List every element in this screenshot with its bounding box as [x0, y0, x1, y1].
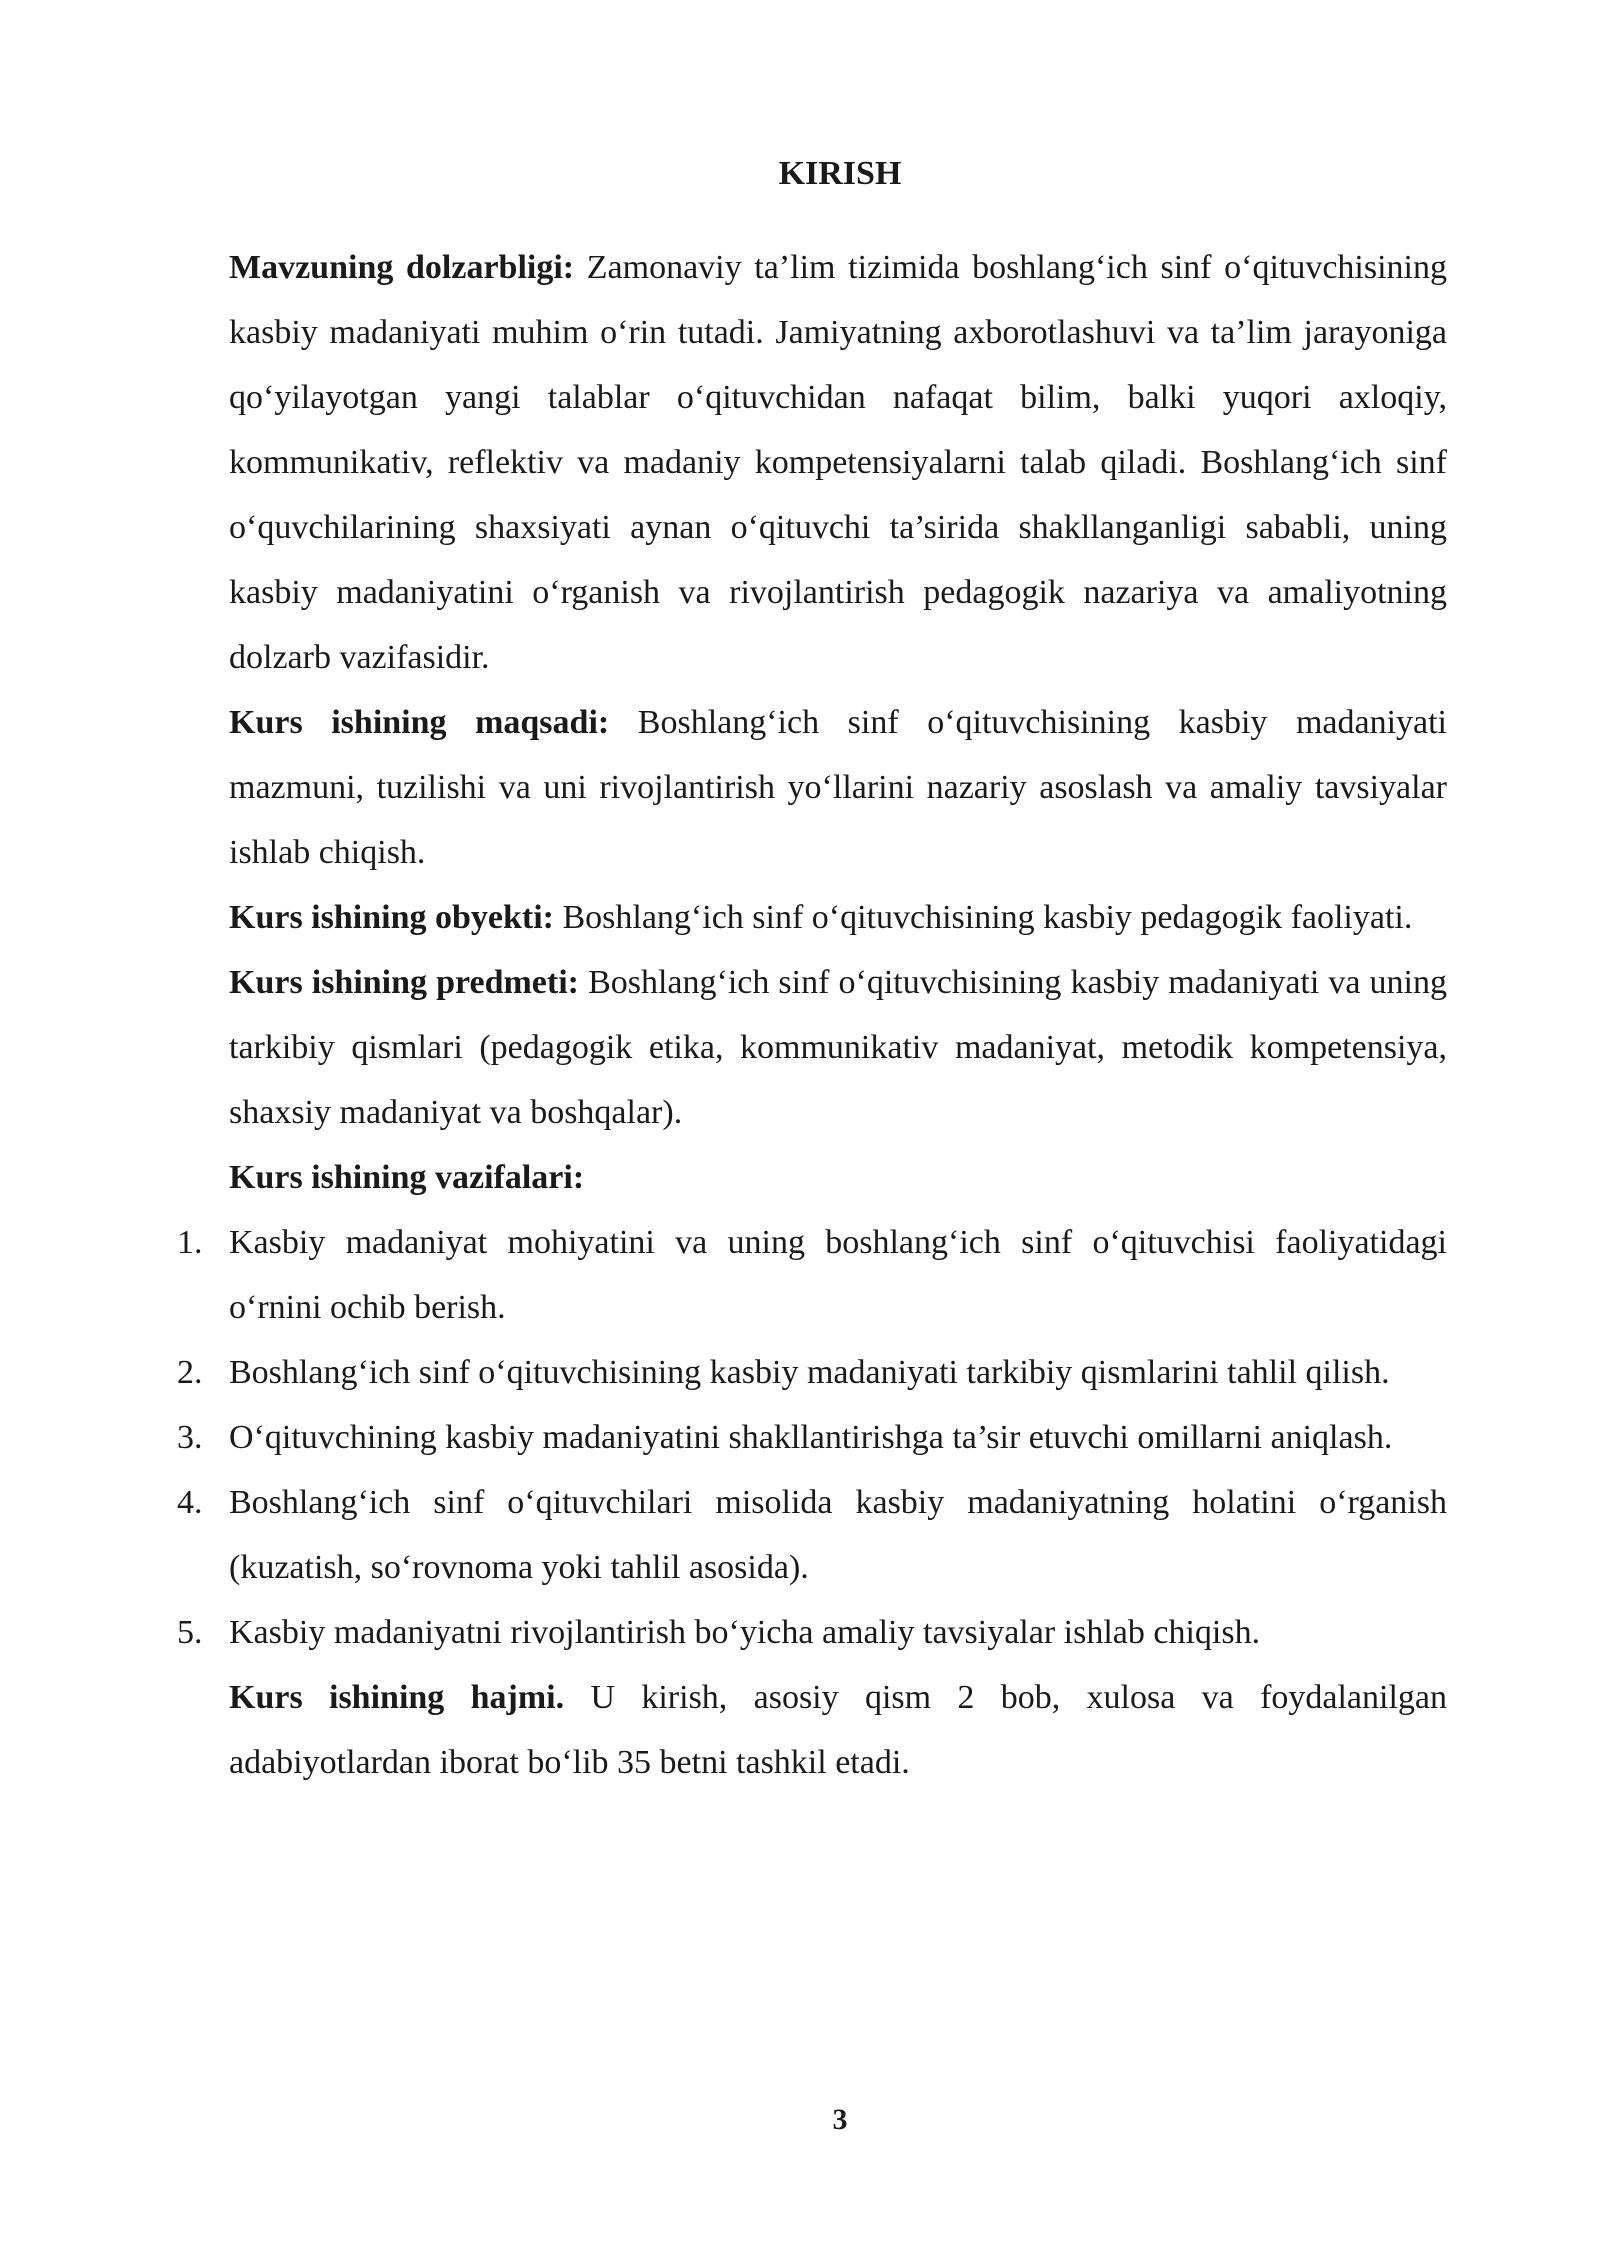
object-label: Kurs ishining obyekti:	[229, 899, 554, 936]
page-content	[177, 235, 1447, 1795]
goal-text: Boshlang‘ich sinf o‘qituvchisining kasbiy madaniyati mazmuni, tuzilishi va uni rivojlantirish yo‘llarini nazariy asoslash va amaliy tavsiyalar ishlab chiqish.	[229, 704, 1447, 871]
goal-paragraph	[229, 690, 1447, 885]
subject-label: Kurs ishining predmeti:	[229, 964, 579, 1001]
subject-paragraph	[229, 950, 1447, 1145]
tasks-heading: Kurs ishining vazifalari:	[229, 1159, 585, 1196]
list-item-number: 4.	[177, 1484, 203, 1521]
list-item-text: Kasbiy madaniyatni rivojlantirish bo‘yicha amaliy tavsiyalar ishlab chiqish.	[229, 1614, 1261, 1651]
subject-text: Boshlang‘ich sinf o‘qituvchisining kasbiy madaniyati va uning tarkibiy qismlari (pedagogik etika, kommunikativ madaniyat, metodik kompetensiya, shaxsiy madaniyat va boshqalar).	[229, 964, 1447, 1131]
list-item-text: Kasbiy madaniyat mohiyatini va uning boshlang‘ich sinf o‘qituvchisi faoliyatidagi o‘rnini ochib berish.	[229, 1224, 1447, 1326]
page-number: 3	[832, 2103, 848, 2136]
list-item-number: 5.	[177, 1614, 203, 1651]
list-item	[177, 1405, 1447, 1470]
volume-label: Kurs ishining hajmi.	[229, 1679, 565, 1716]
volume-text: U kirish, asosiy qism 2 bob, xulosa va foydalanilgan adabiyotlardan iborat bo‘lib 35 betni tashkil etadi.	[229, 1679, 1447, 1781]
relevance-paragraph	[229, 235, 1447, 690]
list-item	[177, 1210, 1447, 1340]
list-item	[177, 1470, 1447, 1600]
page-heading: KIRISH	[778, 155, 902, 192]
relevance-label: Mavzuning dolzarbligi:	[229, 249, 575, 286]
list-item	[177, 1600, 1447, 1665]
list-item-number: 2.	[177, 1354, 203, 1391]
list-item	[177, 1340, 1447, 1405]
list-item-number: 1.	[177, 1224, 203, 1261]
object-text: Boshlang‘ich sinf o‘qituvchisining kasbiy pedagogik faoliyati.	[553, 899, 1413, 936]
relevance-text: Zamonaviy ta’lim tizimida boshlang‘ich sinf o‘qituvchisining kasbiy madaniyati muhim o‘rin tutadi. Jamiyatning axborotlashuvi va ta’lim jarayoniga qo‘yilayotgan yangi talablar o‘qituvchidan nafaqat bilim, balki yuqori axloqiy, kommunikativ, reflektiv va madaniy kompetensiyalarni talab qiladi. Boshlang‘ich sinf o‘quvchilarining shaxsiyati aynan o‘qituvchi ta’sirida shakllanganligi sababli, uning kasbiy madaniyatini o‘rganish va rivojlantirish pedagogik nazariya va amaliyotning dolzarb vazifasidir.	[229, 249, 1447, 676]
list-item-text: Boshlang‘ich sinf o‘qituvchisining kasbiy madaniyati tarkibiy qismlarini tahlil qilish.	[229, 1354, 1390, 1391]
goal-label: Kurs ishining maqsadi:	[229, 704, 610, 741]
object-paragraph	[229, 885, 1447, 950]
list-item-number: 3.	[177, 1419, 203, 1456]
list-item-text: O‘qituvchining kasbiy madaniyatini shakllantirishga ta’sir etuvchi omillarni aniqlash.	[229, 1419, 1393, 1456]
volume-paragraph	[229, 1665, 1447, 1795]
list-item-text: Boshlang‘ich sinf o‘qituvchilari misolida kasbiy madaniyatning holatini o‘rganish (kuzatish, so‘rovnoma yoki tahlil asosida).	[229, 1484, 1447, 1586]
tasks-list	[177, 1210, 1447, 1665]
